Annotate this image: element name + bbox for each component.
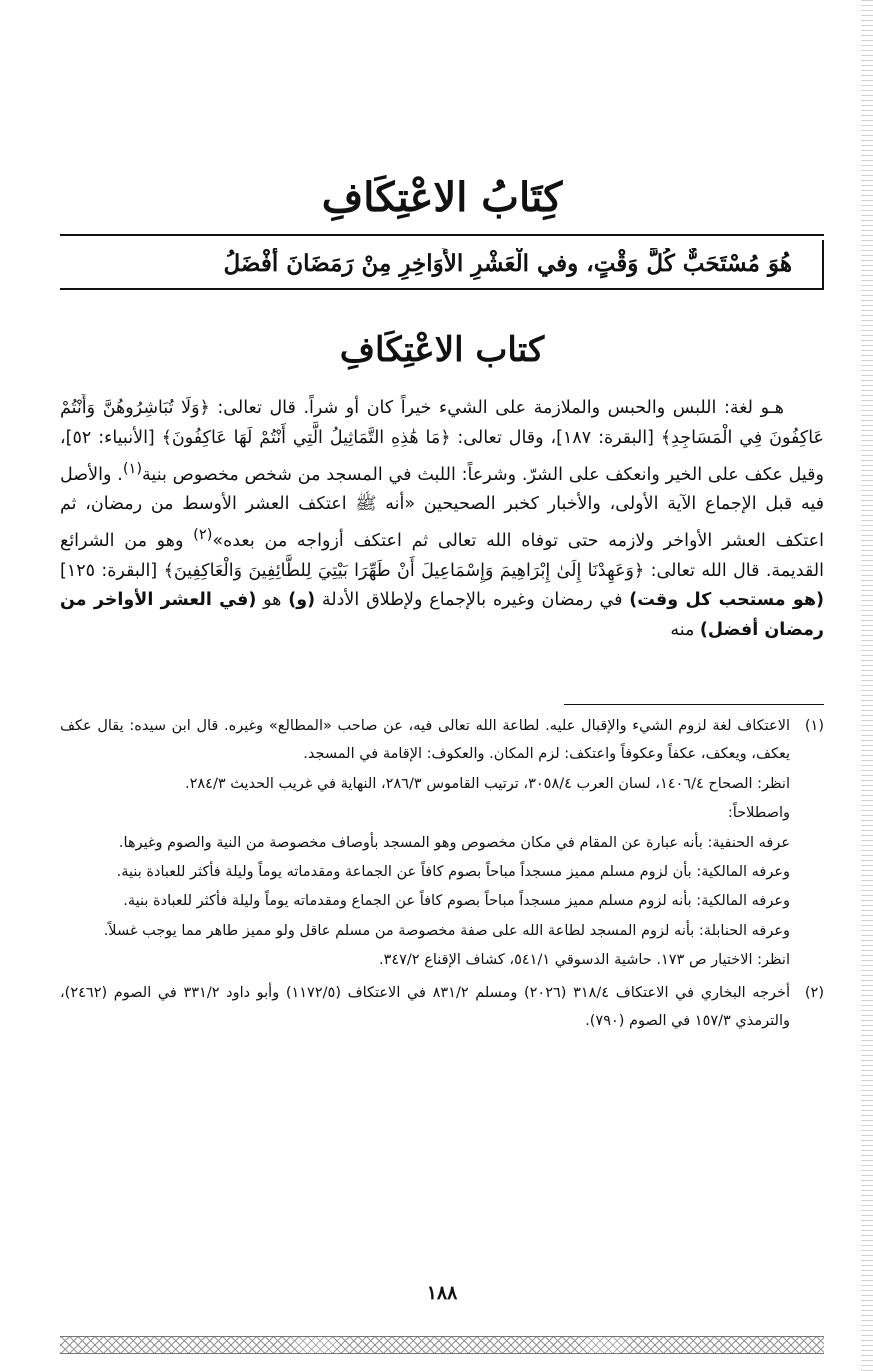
footnote-line: وعرفه المالكية: بأنه لزوم مسلم مميز مسجداً مباحاً بصوم كافاً عن الجماع ومقدماته يوماً وليلة فأكثر للعبادة بنية.	[123, 893, 790, 910]
footnotes	[60, 712, 824, 1272]
footnote-rule	[564, 704, 824, 705]
page-edge-decoration	[861, 0, 873, 1371]
page-number: ١٨٨	[426, 1282, 458, 1304]
body-text-part-3: وهو من الشرائع القديمة. قال الله تعالى: ﴿وَعَهِدْنَا إِلَىٰ إِبْرَاهِيمَ وَإِسْمَاعِيلَ أَنْ طَهِّرَا بَيْتِيَ لِلطَّائِفِينَ وَالْعَاكِفِينَ﴾ [البقرة: ١٢٥]	[60, 530, 824, 581]
footnote-line: وعرفه المالكية: بأن لزوم مسلم مميز مسجداً مباحاً بصوم كافاً عن الجماعة ومقدماته يوماً وليلة فأكثر للعبادة بنية.	[116, 864, 790, 881]
footnote	[60, 712, 824, 975]
matn-quote-2: (و)	[288, 590, 316, 611]
footnote-line: عرفه الحنفية: بأنه عبارة عن المقام في مكان مخصوص وهو المسجد بأوصاف مخصوصة من النية والصوم وغيرها.	[118, 834, 790, 851]
commentary-body	[60, 394, 824, 694]
footnote-line: أخرجه البخاري في الاعتكاف ٣١٨/٤ (٢٠٢٦) ومسلم ٨٣١/٢ في الاعتكاف (١١٧٢/٥) وأبو داود ٣٣١/٢ في الصوم (٢٤٦٢)، والترمذي ١٥٧/٣ في الصوم (٧٩٠).	[60, 984, 790, 1030]
body-text-part-1: هـو لغة: اللبس والحبس والملازمة على الشيء خيراً كان أو شراً. قال تعالى: ﴿وَلَا تُبَاشِرُوهُنَّ وَأَنْتُمْ عَاكِفُونَ فِي الْمَسَاجِدِ﴾ [البقرة: ١٨٧]، وقال تعالى: ﴿مَا هَٰذِهِ التَّمَاثِيلُ الَّتِي أَنْتُمْ لَهَا عَاكِفُونَ﴾ [الأنبياء: ٥٢]، وقيل عكف على الخير وانعكف على الشرّ. وشرعاً: اللبث في المسجد من شخص مخصوص بنية	[60, 398, 824, 485]
footnote-line: واصطلاحاً:	[727, 805, 790, 822]
footnote	[60, 979, 824, 1036]
matn-quote-1: (هو مستحب كل وقت)	[629, 590, 824, 611]
matn-quote-3: (في العشر الأواخر من رمضان أفضل)	[60, 590, 824, 641]
bottom-ornament-border	[60, 1336, 824, 1354]
footnote-number: (٢)	[804, 984, 824, 1001]
title-rule	[60, 234, 824, 236]
footnote-ref-1: (١)	[122, 459, 143, 477]
footnote-line: وعرفه الحنابلة: بأنه لزوم المسجد لطاعة الله على صفة مخصوصة من مسلم عاقل ولو مميز طاهر مما يوجب غسلاً.	[103, 922, 790, 939]
matn-box	[60, 240, 824, 290]
body-text-part-5: هو	[256, 590, 289, 611]
body-text-part-4: في رمضان وغيره بالإجماع ولإطلاق الأدلة	[315, 590, 630, 611]
footnote-line: انظر: الصحاح ١٤٠٦/٤، لسان العرب ٣٠٥٨/٤، ترتيب القاموس ٢٨٦/٣، النهاية في غريب الحديث ٢٨٤/٣.	[184, 775, 790, 792]
commentary-title: كتاب الاعْتِكَافِ	[339, 330, 545, 370]
footnote-number: (١)	[804, 718, 824, 734]
book-page	[60, 0, 824, 1371]
footnote-line: الاعتكاف لغة لزوم الشيء والإقبال عليه. لطاعة الله تعالى فيه، عن صاحب «المطالع» وغيره. قال ابن سيده: يقال عكف يعكف، ويعكف، عكفاً وعكوفاً واعتكف: لزم المكان. والعكوف: الإقامة في المسجد.	[60, 718, 790, 763]
body-text-part-6: منه	[670, 620, 700, 641]
footnote-line: انظر: الاختيار ص ١٧٣. حاشية الدسوقي ٥٤١/١، كشاف الإقناع ٣٤٧/٢.	[378, 952, 790, 969]
matn-text: هُوَ مُسْتَحَبٌّ كُلَّ وَقْتٍ، وفي الْعَشْرِ الأَوَاخِرِ مِنْ رَمَضَانَ أَفْضَلُ	[223, 250, 792, 277]
footnote-ref-2: (٢)	[193, 526, 213, 544]
chapter-title: كِتَابُ الاعْتِكَافِ	[321, 174, 563, 221]
body-text-part-2: . والأصل فيه قبل الإجماع الآية الأولى، والأخبار كخبر الصحيحين «أنه ﷺ اعتكف العشر الأوسط من رمضان، ثم اعتكف العشر الأواخر ولازمه حتى توفاه الله تعالى ثم اعتكف أزواجه من بعده»	[60, 464, 824, 551]
